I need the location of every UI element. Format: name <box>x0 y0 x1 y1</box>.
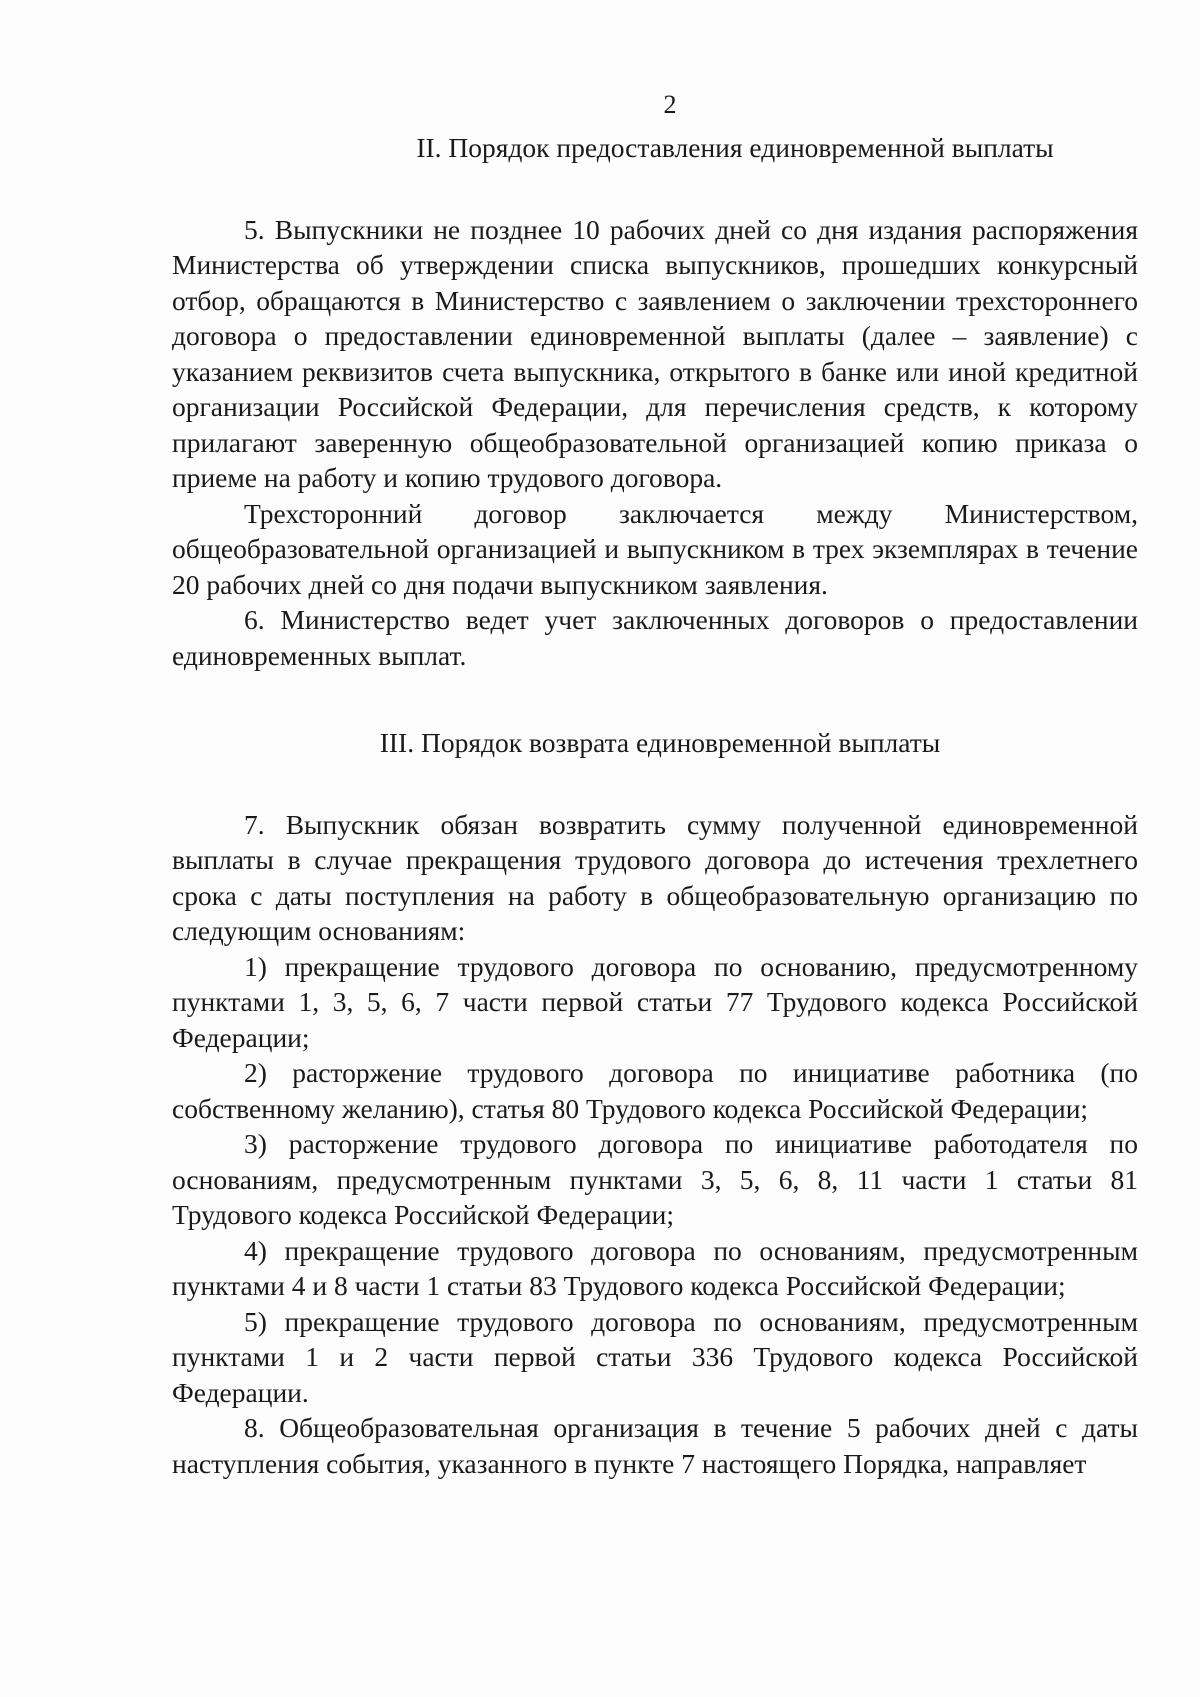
section-2-title: II. Порядок предоставления единовременной выплаты <box>416 132 1054 163</box>
paragraph-trilateral-agreement: Трехсторонний договор заключается между Министерством, общеобразовательной организацией и выпускником в трех экземплярах в течение 20 рабочих дней со дня подачи выпускником заявления. <box>172 497 1138 600</box>
paragraph-8: 8. Общеобразовательная организация в течение 5 рабочих дней с даты наступления события, указанного в пункте 7 настоящего Порядка, направляет <box>172 1412 1138 1479</box>
section-3-title: III. Порядок возврата единовременной выплаты <box>379 727 941 758</box>
paragraph-5: 5. Выпускники не позднее 10 рабочих дней со дня издания распоряжения Министерства об утверждении списка выпускников, прошедших конкурсный отбор, обращаются в Министерство с заявлением о заключении трехстороннего договора о предоставлении единовременной выплаты (далее – заявление) с указанием реквизитов счета выпускника, открытого в банке или иной кредитной организации Российской Федерации, для перечисления средств, к которому прилагают заверенную общеобразовательной организацией копию приказа о приеме на работу и копию трудового договора. <box>172 213 1138 493</box>
list-item-4: 4) прекращение трудового договора по основаниям, предусмотренным пунктами 4 и 8 части 1 статьи 83 Трудового кодекса Российской Федерации; <box>172 1234 1138 1301</box>
list-item-1: 1) прекращение трудового договора по основанию, предусмотренному пунктами 1, 3, 5, 6, 7 части первой статьи 77 Трудового кодекса Российской Федерации; <box>172 950 1138 1053</box>
paragraph-6: 6. Министерство ведет учет заключенных договоров о предоставлении единовременных выплат. <box>172 604 1138 671</box>
document-body <box>172 130 1138 1481</box>
page-number: 2 <box>663 90 677 119</box>
paragraph-7: 7. Выпускник обязан возвратить сумму полученной единовременной выплаты в случае прекращения трудового договора до истечения трехлетнего срока с даты поступления на работу в общеобразовательную организацию по следующим основаниям: <box>172 808 1138 946</box>
list-item-3: 3) расторжение трудового договора по инициативе работодателя по основаниям, предусмотренным пунктами 3, 5, 6, 8, 11 части 1 статьи 81 Трудового кодекса Российской Федерации; <box>172 1128 1138 1230</box>
list-item-2: 2) расторжение трудового договора по инициативе работника (по собственному желанию), статья 80 Трудового кодекса Российской Федерации; <box>172 1057 1138 1124</box>
list-item-5: 5) прекращение трудового договора по основаниям, предусмотренным пунктами 1 и 2 части первой статьи 336 Трудового кодекса Российской Федерации. <box>172 1305 1138 1408</box>
